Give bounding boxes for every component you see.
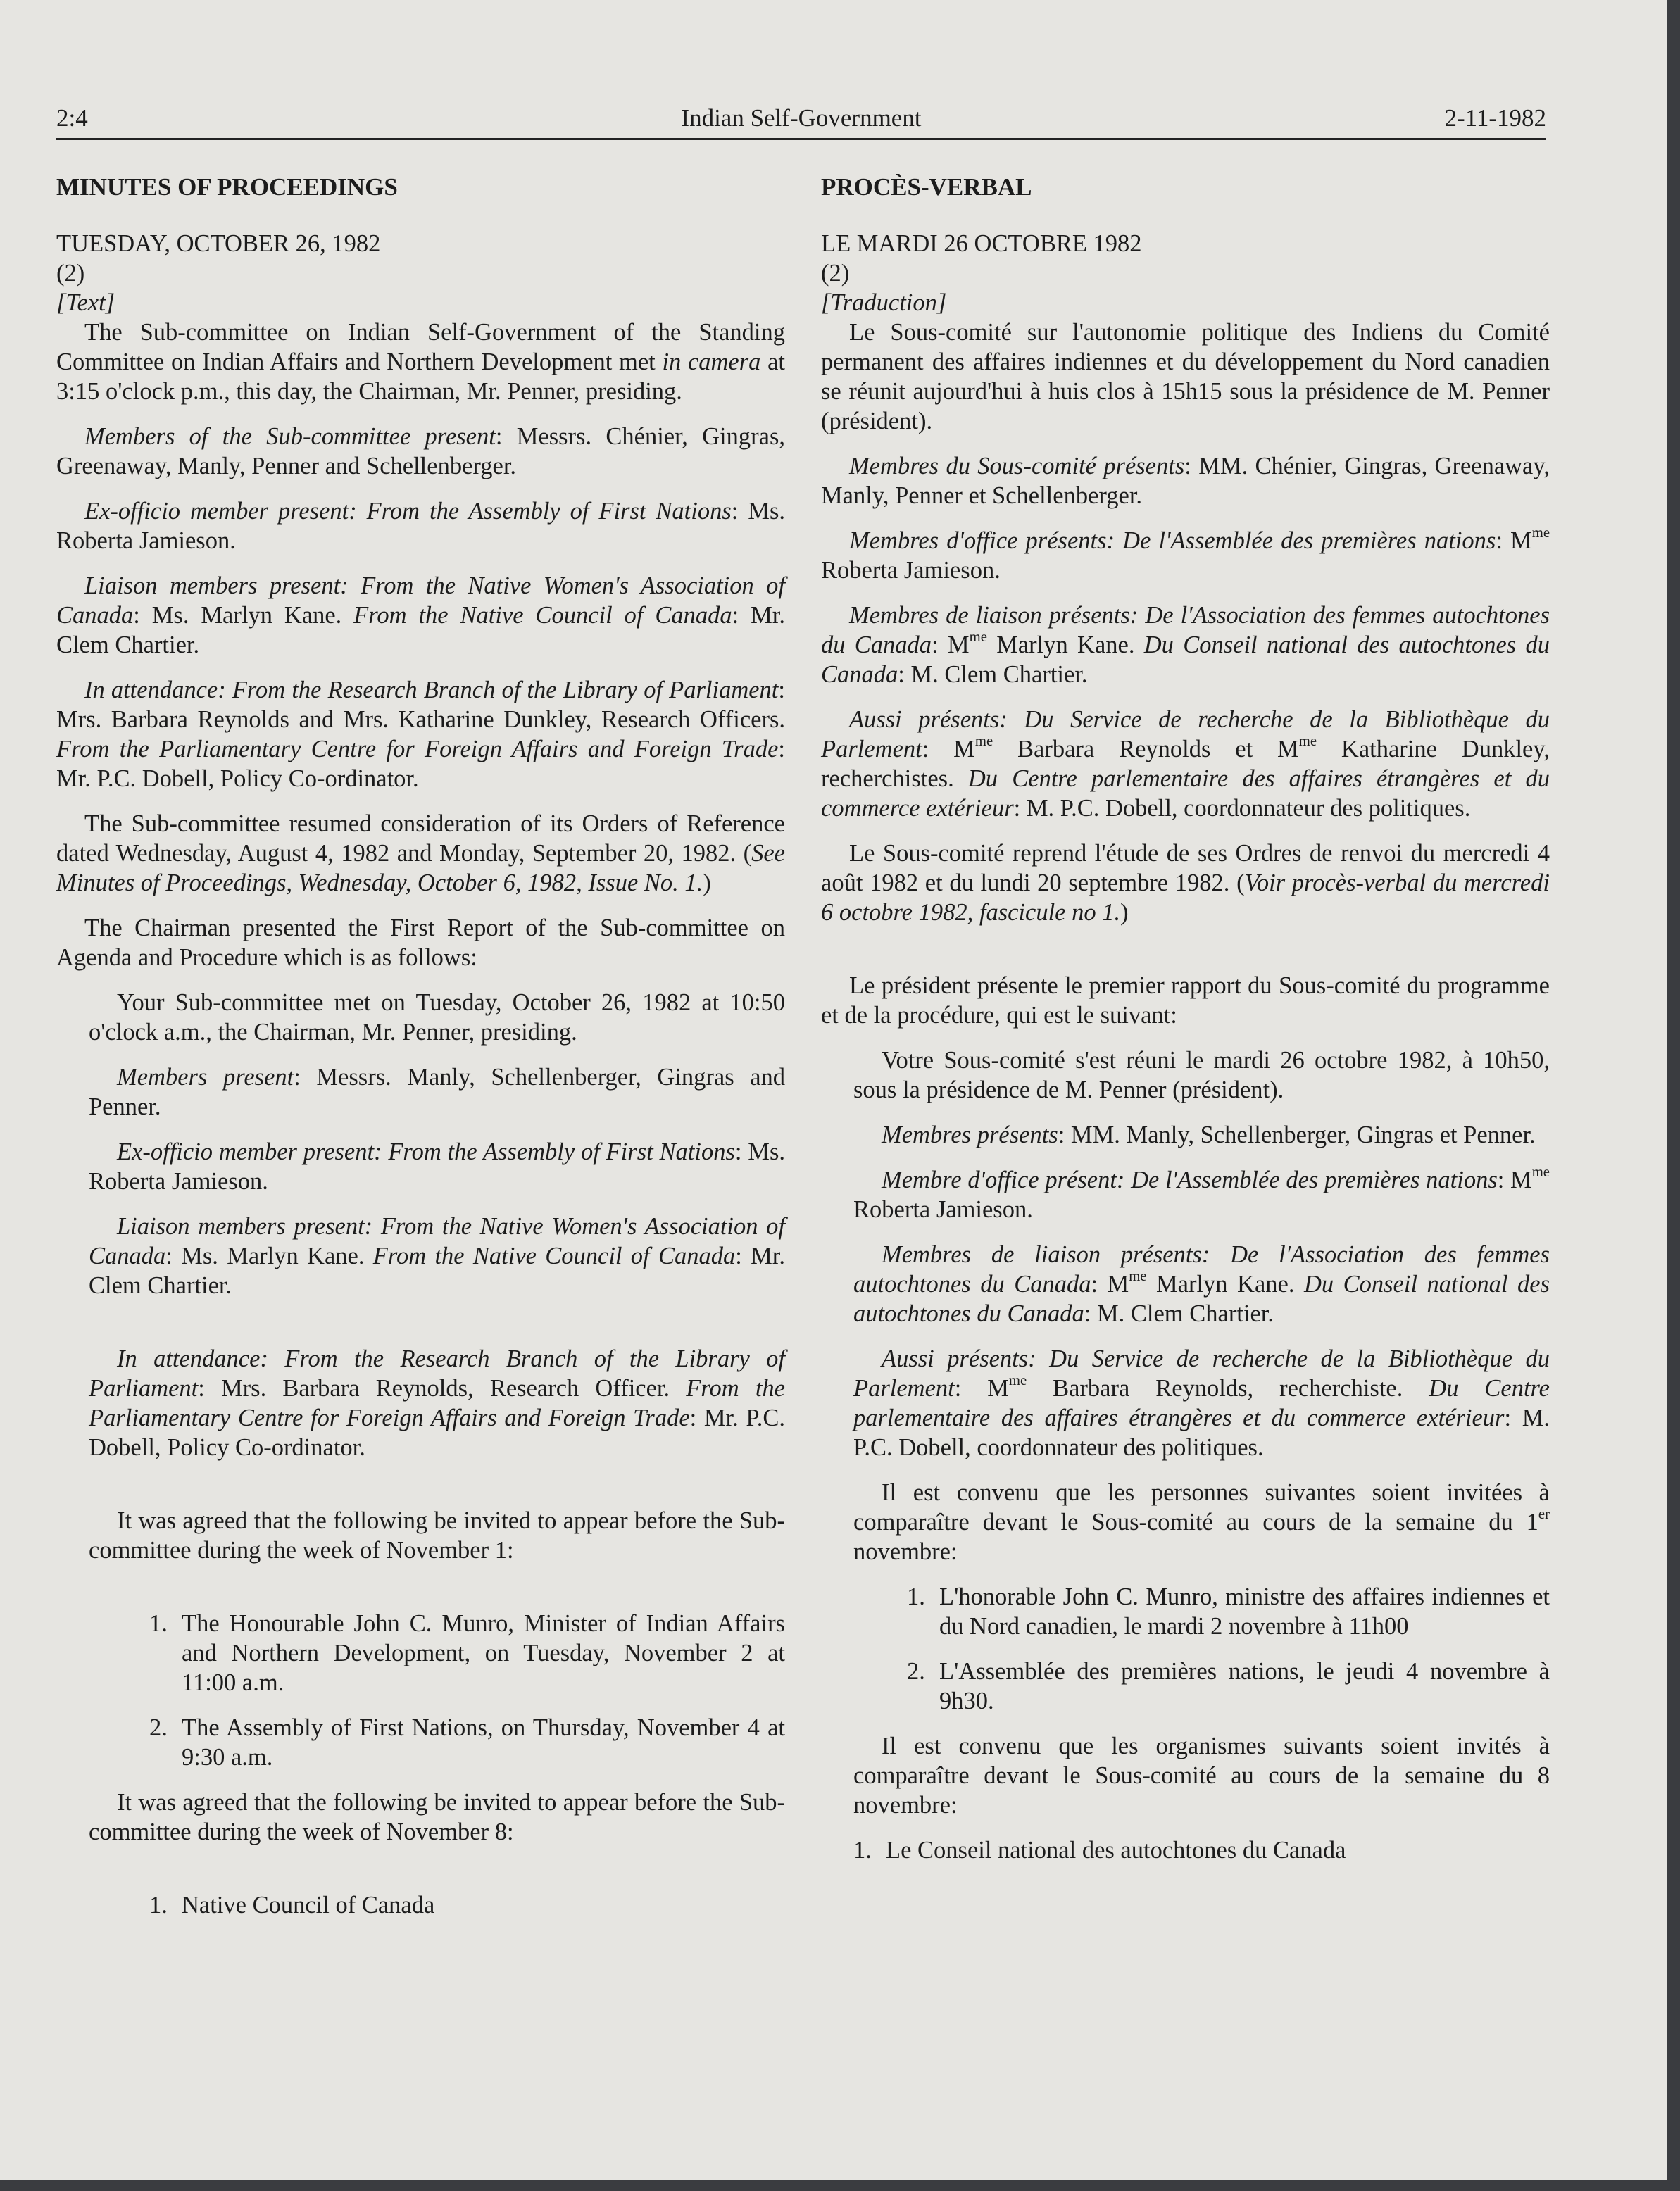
agreed-week-nov-8: Il est convenu que les organismes suivants soient invités à comparaître devant le Sous-comité au cours de la semaine du 8 novembre: <box>853 1733 1550 1819</box>
meeting-date: LE MARDI 26 OCTOBRE 1982 <box>821 230 1142 257</box>
invitees-list-2 <box>149 1890 785 1920</box>
ex-officio-member: Membres d'office présents: De l'Assemblée des premières nations: $M^{me}$ Roberta Jamieson. <box>821 525 1550 584</box>
resumed-consideration: The Sub-committee resumed consideration of its Orders of Reference dated Wednesday, August 4, 1982 and Monday, September 20, 1982. (See Minutes of Proceedings, Wednesday, October 6, 1982, Issue No. 1.) <box>56 810 785 896</box>
french-column <box>821 172 1550 1881</box>
list-item: 2. L'Assemblée des premières nations, le jeudi 4 novembre à 9h30. <box>907 1658 1550 1714</box>
report-meeting: Votre Sous-comité s'est réuni le mardi 26 octobre 1982, à 10h50, sous la présidence de M. Penner (président). <box>853 1047 1550 1103</box>
list-item: 1. The Honourable John C. Munro, Minister of Indian Affairs and Northern Development, on Tuesday, November 2 at 11:00 a.m. <box>149 1610 785 1696</box>
report-quote <box>853 1046 1550 1865</box>
text-tag: [Text] <box>56 289 115 316</box>
list-item: 2. The Assembly of First Nations, on Thursday, November 4 at 9:30 a.m. <box>149 1714 785 1771</box>
liaison-members: Liaison members present: From the Native Women's Association of Canada: Ms. Marlyn Kane. From the Native Council of Canada: Mr. Clem Chartier. <box>56 572 786 658</box>
meeting-date: TUESDAY, OCTOBER 26, 1982 <box>56 230 381 257</box>
agreed-week-nov-1: Il est convenu que les personnes suivantes soient invitées à comparaître devant le Sous-comité au cours de la semaine du 1er novembre: <box>853 1479 1550 1565</box>
report-liaison: Membres de liaison présents: De l'Association des femmes autochtones du Canada: $M^{me}$ Marlyn Kane. Du Conseil national des autochtones du Canada: M. Clem Chartier. <box>853 1241 1550 1327</box>
members-present: Membres du Sous-comité présents: MM. Chénier, Gingras, Greenaway, Manly, Penner et Schellenberger. <box>821 453 1550 509</box>
resumed-consideration: Le Sous-comité reprend l'étude de ses Ordres de renvoi du mercredi 4 août 1982 et du lundi 20 septembre 1982. (Voir procès-verbal du mercredi 6 octobre 1982, fascicule no 1.) <box>821 840 1550 926</box>
report-ex-officio: Ex-officio member present: From the Assembly of First Nations: Ms. Roberta Jamieson. <box>89 1138 785 1195</box>
list-item: 1. Le Conseil national des autochtones du Canada <box>853 1837 1346 1864</box>
report-presented: The Chairman presented the First Report of the Sub-committee on Agenda and Procedure which is as follows: <box>56 915 785 971</box>
opening-paragraph: The Sub-committee on Indian Self-Government of the Standing Committee on Indian Affairs and Northern Development met in camera at 3:15 o'clock p.m., this day, the Chairman, Mr. Penner, presiding. <box>56 319 785 405</box>
section-heading: PROCÈS-VERBAL <box>821 173 1032 201</box>
agreed-week-nov-1: It was agreed that the following be invited to appear before the Sub-committee during the week of November 1: <box>89 1507 785 1564</box>
liaison-members: Membres de liaison présents: De l'Association des femmes autochtones du Canada: $M^{me}$ Marlyn Kane. Du Conseil national des autochtones du Canada: M. Clem Chartier. <box>821 602 1550 688</box>
list-item: 1. Native Council of Canada <box>149 1892 435 1919</box>
report-attendance: Aussi présents: Du Service de recherche de la Bibliothèque du Parlement: $M^{me}$ Barbara Reynolds, recherchiste. Du Centre parlementaire des affaires étrangères et du commerce extérieur: M. P.C. Dobell, coordonnateur des politiques. <box>853 1345 1550 1461</box>
report-members-present: Membres présents: MM. Manly, Schellenberger, Gingras et Penner. <box>882 1122 1536 1148</box>
invitees-list-2 <box>853 1835 1550 1865</box>
report-meeting: Your Sub-committee met on Tuesday, October 26, 1982 at 10:50 o'clock a.m., the Chairman, Mr. Penner, presiding. <box>89 989 785 1046</box>
ex-officio-member: Ex-officio member present: From the Assembly of First Nations: Ms. Roberta Jamieson. <box>56 498 785 554</box>
invitees-list-1 <box>149 1609 785 1772</box>
publication-title: Indian Self-Government <box>681 104 922 132</box>
report-liaison: Liaison members present: From the Native Women's Association of Canada: Ms. Marlyn Kane. From the Native Council of Canada: Mr. Clem Chartier. <box>89 1213 786 1299</box>
report-quote <box>89 988 785 1920</box>
invitees-list-1 <box>907 1582 1550 1716</box>
section-heading: MINUTES OF PROCEEDINGS <box>56 173 398 201</box>
text-tag: [Traduction] <box>821 289 947 316</box>
report-attendance: In attendance: From the Research Branch of the Library of Parliament: Mrs. Barbara Reynolds, Research Officer. From the Parliamentary Centre for Foreign Affairs and Foreign Trade: Mr. P.C. Dobell, Policy Co-ordinator. <box>89 1345 785 1461</box>
meeting-number: (2) <box>821 260 850 287</box>
in-attendance: Aussi présents: Du Service de recherche de la Bibliothèque du Parlement: $M^{me}$ Barbara Reynolds et $M^{me}$ Katharine Dunkley, recherchistes. Du Centre parlementaire des affaires étrangères et du commerce extérieur: M. P.C. Dobell, coordonnateur des politiques. <box>821 706 1550 822</box>
report-ex-officio: Membre d'office présent: De l'Assemblée des premières nations: $M^{me}$ Roberta Jamieson. <box>853 1164 1550 1223</box>
in-attendance: In attendance: From the Research Branch of the Library of Parliament: Mrs. Barbara Reynolds and Mrs. Katharine Dunkley, Research Officers. From the Parliamentary Centre for Foreign Affairs and Foreign Trade: Mr. P.C. Dobell, Policy Co-ordinator. <box>56 677 785 792</box>
list-item: 1. L'honorable John C. Munro, ministre des affaires indiennes et du Nord canadien, le mardi 2 novembre à 11h00 <box>907 1583 1550 1640</box>
report-members-present: Members present: Messrs. Manly, Schellenberger, Gingras and Penner. <box>89 1064 786 1120</box>
english-column <box>56 172 785 1935</box>
report-presented: Le président présente le premier rapport du Sous-comité du programme et de la procédure, qui est le suivant: <box>821 972 1550 1029</box>
agreed-week-nov-8: It was agreed that the following be invited to appear before the Sub-committee during the week of November 8: <box>89 1789 785 1845</box>
running-header <box>56 99 1546 140</box>
page-number: 2:4 <box>56 104 88 132</box>
members-present: Members of the Sub-committee present: Messrs. Chénier, Gingras, Greenaway, Manly, Penner and Schellenberger. <box>56 423 785 479</box>
meeting-number: (2) <box>56 260 85 287</box>
issue-date: 2-11-1982 <box>1444 104 1546 132</box>
opening-paragraph: Le Sous-comité sur l'autonomie politique des Indiens du Comité permanent des affaires indiennes et du développement du Nord canadien se réunit aujourd'hui à huis clos à 15h15 sous la présidence de M. Penner (président). <box>821 319 1550 434</box>
